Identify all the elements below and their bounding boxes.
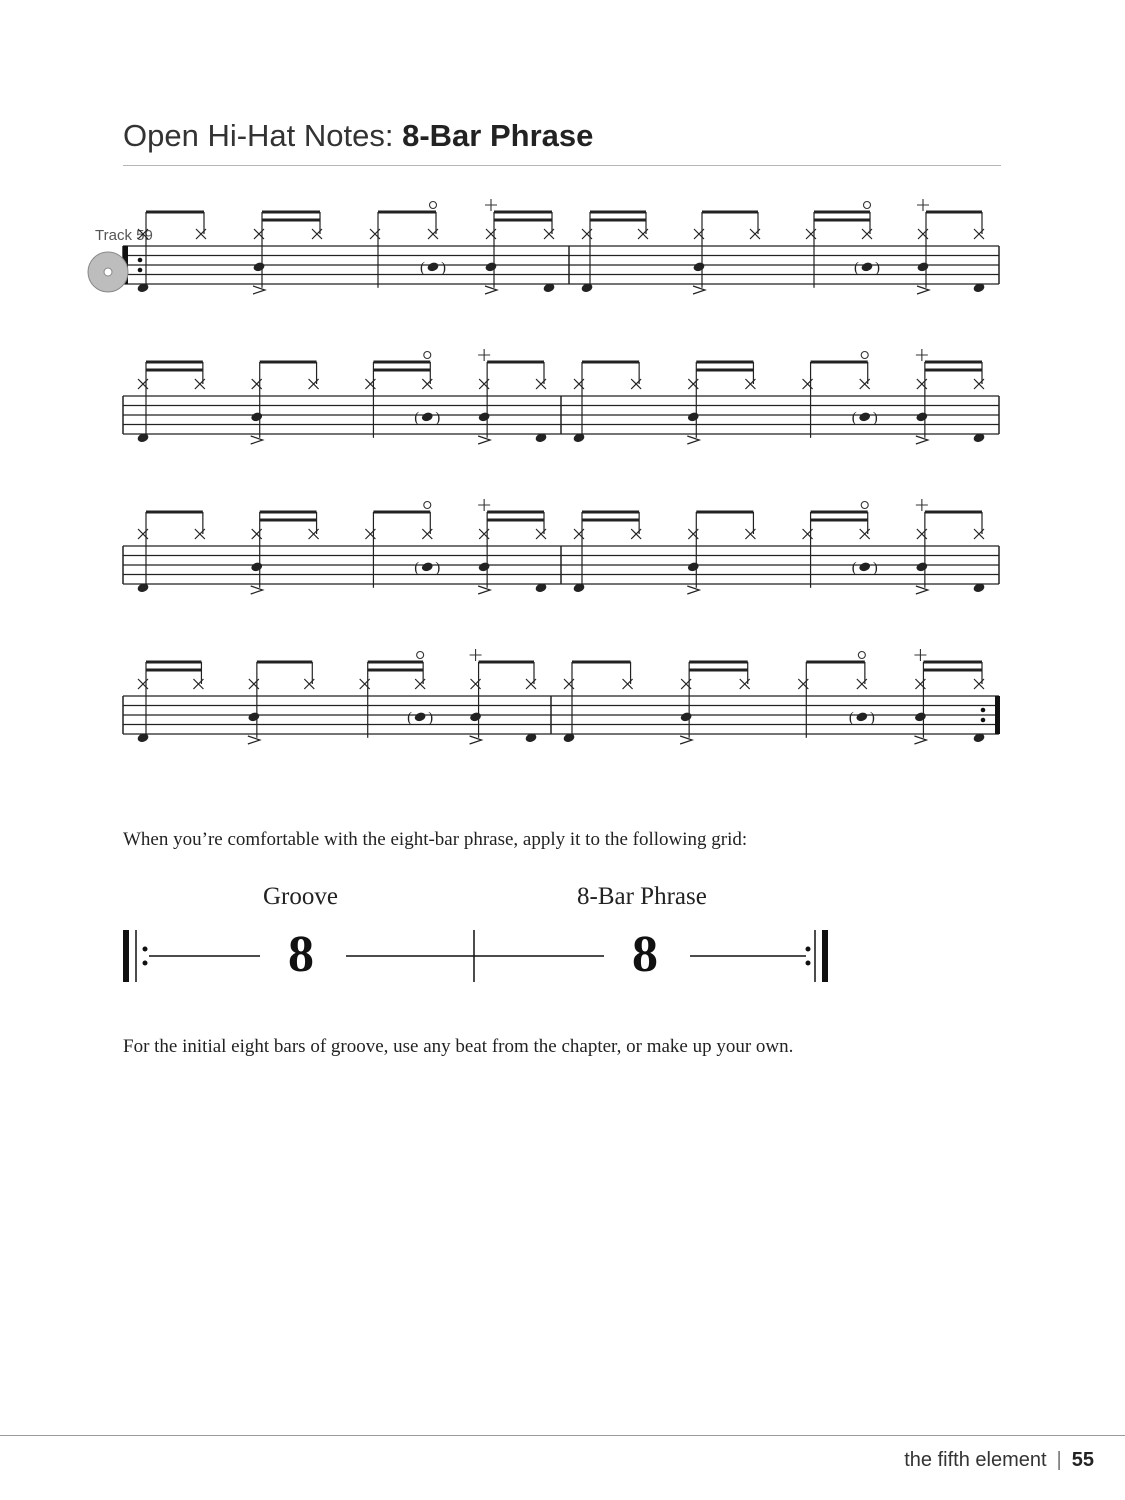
snare-note	[478, 411, 491, 422]
ghost-paren: )	[869, 709, 875, 726]
snare-note	[252, 261, 265, 272]
ghost-paren: )	[872, 559, 878, 576]
accent-mark	[251, 436, 263, 444]
closed-hihat-mark	[470, 649, 482, 661]
accent-mark	[478, 586, 490, 594]
open-hihat-mark	[424, 502, 431, 509]
closed-hihat-mark	[916, 499, 928, 511]
closed-hihat-mark	[478, 349, 490, 361]
ghost-paren: )	[875, 259, 880, 276]
ghost-paren: (	[854, 259, 859, 276]
snare-note	[484, 261, 497, 272]
open-hihat-mark	[858, 652, 865, 659]
snare-note	[915, 561, 928, 572]
open-hihat-mark	[864, 202, 871, 209]
accent-mark	[251, 586, 263, 594]
open-hihat-mark	[417, 652, 424, 659]
page-footer	[904, 1449, 1094, 1472]
accent-mark	[248, 736, 260, 744]
grid-label-groove: Groove	[263, 883, 338, 910]
ghost-paren: )	[872, 409, 878, 426]
closed-hihat-mark	[478, 499, 490, 511]
ghost-paren: )	[435, 559, 441, 576]
open-hihat-mark	[861, 502, 868, 509]
accent-mark	[917, 286, 929, 294]
snare-note	[478, 561, 491, 572]
intro-paragraph: When you’re comfortable with the eight-bar phrase, apply it to the following grid:	[123, 829, 748, 850]
ghost-paren: )	[441, 259, 446, 276]
ghost-note	[858, 561, 871, 572]
accent-mark	[687, 586, 699, 594]
footer-chapter: the fifth element	[904, 1449, 1047, 1471]
snare-note	[916, 261, 929, 272]
snare-note	[469, 711, 482, 722]
accent-mark	[680, 736, 692, 744]
phrase-bar-count: 8	[632, 926, 658, 983]
closed-hihat-mark	[914, 649, 926, 661]
open-hihat-mark	[430, 202, 437, 209]
track-label: Track 59	[95, 227, 153, 244]
outro-paragraph: For the initial eight bars of groove, use any beat from the chapter, or make up your own.	[123, 1036, 794, 1057]
ghost-note	[860, 261, 873, 272]
footer-divider	[0, 1435, 1125, 1436]
grid-label-phrase: 8-Bar Phrase	[577, 883, 707, 910]
ghost-paren: (	[414, 409, 420, 426]
ghost-paren: (	[851, 409, 857, 426]
closed-hihat-mark	[916, 349, 928, 361]
open-hihat-mark	[424, 352, 431, 359]
repeat-grid	[0, 920, 1125, 995]
accent-mark	[687, 436, 699, 444]
ghost-paren: )	[435, 409, 441, 426]
accent-mark	[478, 436, 490, 444]
ghost-paren: (	[414, 559, 420, 576]
snare-note	[914, 711, 927, 722]
accent-mark	[916, 586, 928, 594]
ghost-paren: (	[848, 709, 854, 726]
groove-bar-count: 8	[288, 926, 314, 983]
accent-mark	[693, 286, 705, 294]
accent-mark	[485, 286, 497, 294]
snare-note	[687, 561, 700, 572]
accent-mark	[914, 736, 926, 744]
cd-icon	[88, 252, 128, 292]
ghost-note	[855, 711, 868, 722]
snare-note	[692, 261, 705, 272]
accent-mark	[470, 736, 482, 744]
closed-hihat-mark	[485, 199, 497, 211]
repeat-end-bar	[995, 696, 1000, 734]
ghost-paren: (	[851, 559, 857, 576]
snare-note	[915, 411, 928, 422]
repeat-dot	[138, 268, 143, 273]
repeat-dot	[981, 718, 986, 723]
accent-mark	[253, 286, 265, 294]
ghost-note	[426, 261, 439, 272]
repeat-dot	[138, 258, 143, 263]
ghost-paren: (	[420, 259, 425, 276]
closed-hihat-mark	[917, 199, 929, 211]
open-hihat-mark	[861, 352, 868, 359]
page-number: 55	[1071, 1449, 1094, 1471]
title-prefix: Open Hi-Hat Notes:	[123, 118, 403, 153]
footer-separator: |	[1056, 1449, 1062, 1471]
ghost-note	[858, 411, 871, 422]
snare-note	[250, 411, 263, 422]
accent-mark	[916, 436, 928, 444]
snare-note	[247, 711, 260, 722]
ghost-note	[421, 561, 434, 572]
ghost-note	[414, 711, 427, 722]
title-bold: 8-Bar Phrase	[402, 118, 594, 153]
repeat-dot	[981, 708, 986, 713]
ghost-note	[421, 411, 434, 422]
snare-note	[250, 561, 263, 572]
snare-note	[687, 411, 700, 422]
snare-note	[680, 711, 693, 722]
ghost-paren: )	[428, 709, 434, 726]
ghost-paren: (	[407, 709, 413, 726]
